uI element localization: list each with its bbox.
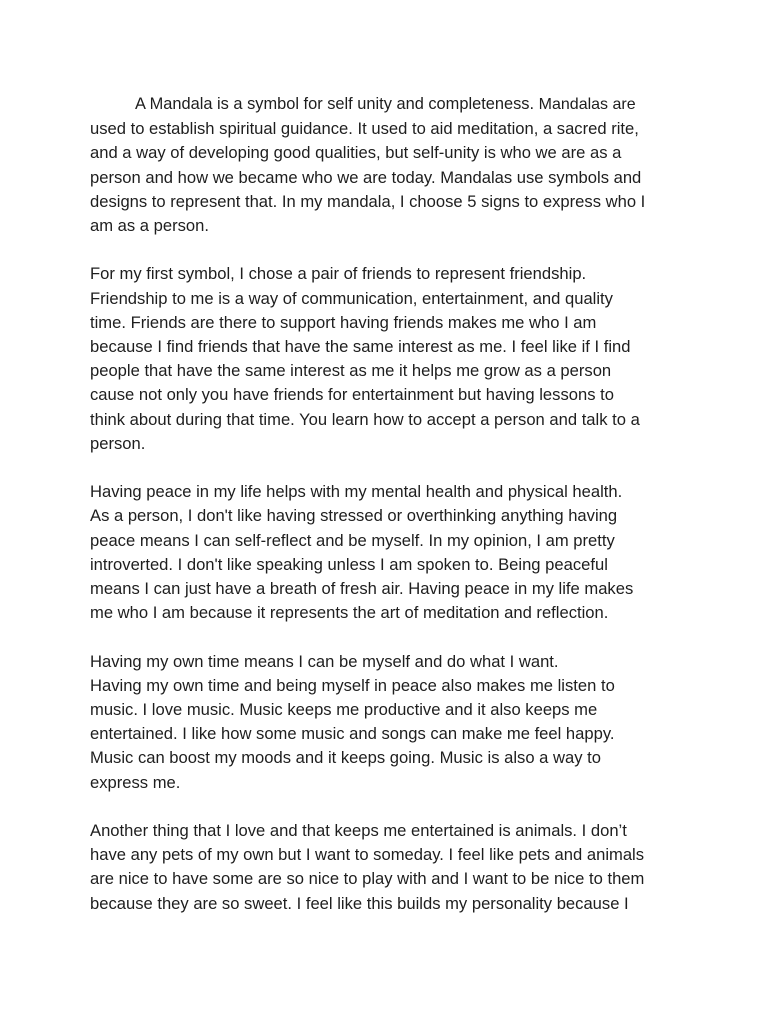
paragraph-line: As a person, I don't like having stressed or overthinking anything having xyxy=(90,506,618,526)
paragraph-line: introverted. I don't like speaking unless I am spoken to. Being peaceful xyxy=(90,554,608,574)
paragraph-line xyxy=(90,117,690,141)
paragraph-line: express me. xyxy=(90,772,181,792)
paragraph-line: because they are so sweet. I feel like this builds my personality because I xyxy=(90,893,629,913)
paragraph-friendship xyxy=(90,262,690,456)
intro-lead-tail: Mandalas are xyxy=(538,96,636,113)
paragraph-animals xyxy=(90,819,690,916)
paragraph-line: person and how we became who we are today. Mandalas use symbols and xyxy=(90,167,642,187)
paragraph-line: me who I am because it represents the art of meditation and reflection. xyxy=(90,603,609,623)
paragraph-line: time. Friends are there to support having friends makes me who I am xyxy=(90,312,597,332)
paragraph-line: peace means I can self-reflect and be myself. In my opinion, I am pretty xyxy=(90,530,615,550)
paragraph-line: Friendship to me is a way of communication, entertainment, and quality xyxy=(90,288,613,308)
paragraph-line: Having my own time means I can be myself and do what I want. xyxy=(90,651,559,671)
paragraph-line: Having peace in my life helps with my mental health and physical health. xyxy=(90,482,623,502)
paragraph-line: Another thing that I love and that keeps me entertained is animals. I don’t xyxy=(90,821,627,841)
paragraph-line: For my first symbol, I chose a pair of friends to represent friendship. xyxy=(90,264,587,284)
paragraph-line: designs to represent that. In my mandala, I choose 5 signs to express who I xyxy=(90,191,646,211)
paragraph-line: Music can boost my moods and it keeps going. Music is also a way to xyxy=(90,748,601,768)
intro-second-line-start: used to establish spiritual guidance. xyxy=(90,119,353,139)
paragraph-line: think about during that time. You learn how to accept a person and talk to a xyxy=(90,409,640,429)
intro-lead-sentence: A Mandala is a symbol for self unity and completeness. xyxy=(135,95,535,113)
paragraph-line: Having my own time and being myself in peace also makes me listen to xyxy=(90,675,615,695)
paragraph-line: music. I love music. Music keeps me productive and it also keeps me xyxy=(90,700,598,720)
paragraph-line: because I find friends that have the same interest as me. I feel like if I find xyxy=(90,337,631,357)
paragraph-music xyxy=(90,650,690,795)
document-body xyxy=(90,92,690,940)
paragraph-line: person. xyxy=(90,433,146,453)
paragraph-line: and a way of developing good qualities, but self-unity is who we are as a xyxy=(90,143,622,163)
paragraph-line: cause not only you have friends for entertainment but having lessons to xyxy=(90,385,614,405)
paragraph-line: entertained. I like how some music and songs can make me feel happy. xyxy=(90,724,615,744)
intro-second-line-rest: It used to aid meditation, a sacred rite, xyxy=(357,119,639,139)
paragraph-line: am as a person. xyxy=(90,216,209,236)
paragraph-line: means I can just have a breath of fresh air. Having peace in my life makes xyxy=(90,579,634,599)
paragraph-intro xyxy=(90,92,690,238)
paragraph-line: have any pets of my own but I want to someday. I feel like pets and animals xyxy=(90,845,645,865)
paragraph-line xyxy=(90,92,690,117)
paragraph-line: people that have the same interest as me it helps me grow as a person xyxy=(90,361,612,381)
paragraph-peace xyxy=(90,480,690,625)
paragraph-line: are nice to have some are so nice to play with and I want to be nice to them xyxy=(90,869,645,889)
